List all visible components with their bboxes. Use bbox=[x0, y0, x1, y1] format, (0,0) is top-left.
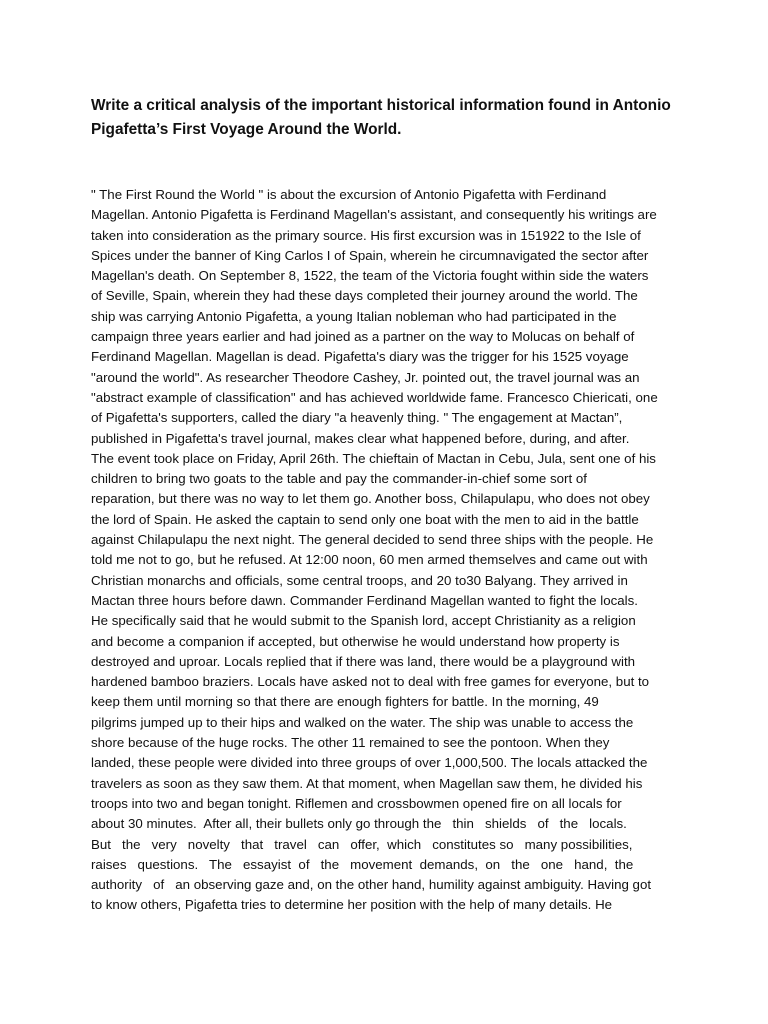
body-line: told me not to go, but he refused. At 12:00 noon, 60 men armed themselves and came out with bbox=[91, 552, 648, 568]
body-line: shore because of the huge rocks. The other 11 remained to see the pontoon. When they bbox=[91, 735, 610, 751]
body-line: Ferdinand Magellan. Magellan is dead. Pigafetta's diary was the trigger for his 1525 voyage bbox=[91, 349, 629, 365]
body-line: children to bring two goats to the table and pay the commander-in-chief some sort of bbox=[91, 471, 587, 487]
body-line: ship was carrying Antonio Pigafetta, a young Italian nobleman who had participated in the bbox=[91, 308, 617, 324]
body-line: and become a companion if accepted, but otherwise he would understand how property is bbox=[91, 633, 620, 649]
body-line: He specifically said that he would submit to the Spanish lord, accept Christianity as a religion bbox=[91, 613, 636, 629]
body-line: the lord of Spain. He asked the captain to send only one boat with the men to aid in the battle bbox=[91, 511, 639, 527]
essay-prompt-heading bbox=[91, 94, 701, 142]
body-line: The event took place on Friday, April 26th. The chieftain of Mactan in Cebu, Jula, sent one of his bbox=[91, 450, 656, 466]
body-line: "around the world". As researcher Theodore Cashey, Jr. pointed out, the travel journal was an bbox=[91, 369, 640, 385]
body-line: to know others, Pigafetta tries to determine her position with the help of many details. He bbox=[91, 897, 613, 913]
body-line: Mactan three hours before dawn. Commander Ferdinand Magellan wanted to fight the locals. bbox=[91, 592, 638, 608]
body-line: published in Pigafetta's travel journal, makes clear what happened before, during, and after. bbox=[91, 430, 630, 446]
body-line: hardened bamboo braziers. Locals have asked not to deal with free games for everyone, but to bbox=[91, 674, 650, 690]
body-line: Christian monarchs and officials, some central troops, and 20 to30 Balyang. They arrived in bbox=[91, 572, 628, 588]
body-line: Magellan's death. On September 8, 1522, the team of the Victoria fought within side the waters bbox=[91, 268, 649, 284]
body-line: But the very novelty that travel can offer, which constitutes so many possibilities, bbox=[91, 836, 633, 852]
body-line: troops into two and began tonight. Riflemen and crossbowmen opened fire on all locals for bbox=[91, 795, 622, 811]
body-line: raises questions. The essayist of the movement demands, on the one hand, the bbox=[91, 856, 634, 872]
body-line: landed, these people were divided into three groups of over 1,000,500. The locals attacked the bbox=[91, 755, 648, 771]
essay-body bbox=[91, 185, 691, 916]
body-line: against Chilapulapu the next night. The general decided to send three ships with the people. He bbox=[91, 532, 654, 548]
body-line: taken into consideration as the primary source. His first excursion was in 151922 to the Isle of bbox=[91, 227, 641, 243]
body-line: campaign three years earlier and had joined as a partner on the way to Molucas on behalf of bbox=[91, 329, 635, 345]
body-line: destroyed and uproar. Locals replied that if there was land, there would be a playground with bbox=[91, 653, 636, 669]
body-line: of Seville, Spain, wherein they had these days completed their journey around the world. The bbox=[91, 288, 638, 304]
body-line: Spices under the banner of King Carlos I of Spain, wherein he circumnavigated the sector after bbox=[91, 247, 649, 263]
body-line: reparation, but there was no way to let them go. Another boss, Chilapulapu, who does not obey bbox=[91, 491, 650, 507]
heading-line: Write a critical analysis of the important historical information found in Antonio bbox=[91, 97, 671, 114]
body-line: " The First Round the World " is about the excursion of Antonio Pigafetta with Ferdinand bbox=[91, 187, 607, 202]
body-line: authority of an observing gaze and, on the other hand, humility against ambiguity. Having got bbox=[91, 877, 652, 893]
body-line: about 30 minutes. After all, their bullets only go through the thin shields of the locals. bbox=[91, 816, 627, 832]
body-line: travelers as soon as they saw them. At that moment, when Magellan saw them, he divided his bbox=[91, 775, 643, 791]
heading-line: Pigafetta’s First Voyage Around the World. bbox=[91, 121, 402, 138]
body-line: "abstract example of classification" and has achieved worldwide fame. Francesco Chiericati, one bbox=[91, 389, 658, 405]
body-line: pilgrims jumped up to their hips and walked on the water. The ship was unable to access the bbox=[91, 714, 634, 730]
body-line: Magellan. Antonio Pigafetta is Ferdinand Magellan's assistant, and consequently his writings are bbox=[91, 207, 657, 223]
body-line: keep them until morning so that there are enough fighters for battle. In the morning, 49 bbox=[91, 694, 599, 710]
body-line: of Pigafetta's supporters, called the diary "a heavenly thing. " The engagement at Mactan”, bbox=[91, 410, 623, 426]
